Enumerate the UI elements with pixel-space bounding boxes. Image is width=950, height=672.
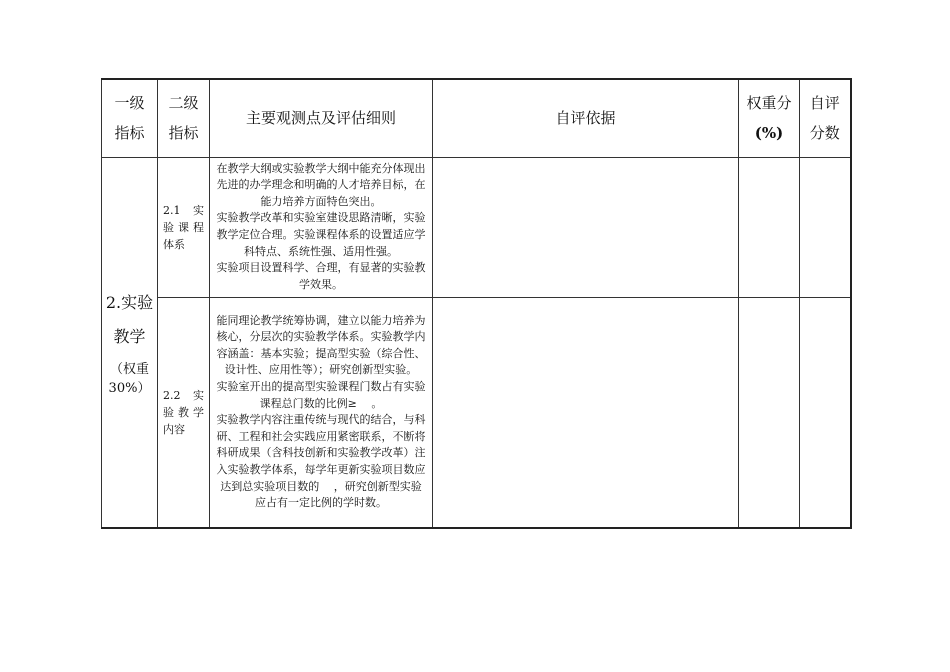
basis-cell[interactable] <box>433 297 739 528</box>
header-level2-line1: 二级 <box>168 94 199 113</box>
level1-name-line2: 教学 <box>113 327 146 347</box>
level2-line: 体系 <box>163 237 185 251</box>
weight-cell[interactable] <box>739 297 800 528</box>
header-selfscore <box>800 79 851 157</box>
level1-name-line1: 2.实验 <box>105 293 154 313</box>
header-level1-line1: 一级 <box>114 94 145 113</box>
criteria-paragraph: 能同理论教学统筹协调，建立以能力培养为核心，分层次的实验教学体系。实验教学内容涵盖：基本实验；提高型实验（综合性、设计性、应用性等）；研究创新型实验。 <box>216 313 426 377</box>
header-level2-line2: 指标 <box>168 124 199 143</box>
criteria-paragraph: 实验室开出的提高型实验课程门数占有实验课程总门数的比例≥ 。 <box>216 380 426 410</box>
header-level1-line2: 指标 <box>114 124 145 143</box>
header-weight-line1: 权重分 <box>746 94 792 113</box>
level2-line: 验课程 <box>163 220 204 234</box>
header-level2 <box>158 79 210 157</box>
table-row <box>102 297 851 528</box>
criteria-paragraph: 实验教学内容注重传统与现代的结合，与科研、工程和社会实践应用紧密联系，不断将科研成果（含科技创新和实验教学改革）注入实验教学体系，每学年更新实验项目数应达到总实验项目数的 ，研究创新型实验应占有一定比例的学时数。 <box>216 413 426 510</box>
header-selfscore-line1: 自评 <box>809 94 840 113</box>
level1-cell <box>102 157 158 528</box>
criteria-paragraph: 实验教学改革和实验室建设思路清晰，实验教学定位合理。实验课程体系的设置适应学科特点、系统性强、适用性强。 <box>216 211 426 258</box>
selfscore-cell[interactable] <box>800 157 851 297</box>
criteria-paragraph: 在教学大纲或实验教学大纲中能充分体现出先进的办学理念和明确的人才培养目标，在能力培养方面特色突出。 <box>216 161 426 208</box>
table-row <box>102 157 851 297</box>
header-weight <box>739 79 800 157</box>
criteria-paragraph: 实验项目设置科学、合理，有显著的实验教学效果。 <box>216 261 426 291</box>
header-basis: 自评依据 <box>433 79 739 157</box>
level2-cell <box>158 297 210 528</box>
level2-line: 2.1 实 <box>163 203 204 217</box>
header-weight-unit: (%) <box>754 124 784 143</box>
criteria-cell <box>210 297 433 528</box>
header-selfscore-line2: 分数 <box>809 124 840 143</box>
header-criteria: 主要观测点及评估细则 <box>210 79 433 157</box>
level1-weight-line1: （权重 <box>109 362 149 378</box>
evaluation-table <box>101 78 852 529</box>
level2-line: 验教学 <box>163 405 204 419</box>
level1-weight-line2: 30%） <box>108 381 151 397</box>
level2-line: 2.2 实 <box>163 388 204 402</box>
selfscore-cell[interactable] <box>800 297 851 528</box>
header-row <box>102 79 851 157</box>
basis-cell[interactable] <box>433 157 739 297</box>
criteria-cell <box>210 157 433 297</box>
header-level1 <box>102 79 158 157</box>
level2-cell <box>158 157 210 297</box>
level2-line: 内容 <box>163 422 185 436</box>
weight-cell[interactable] <box>739 157 800 297</box>
